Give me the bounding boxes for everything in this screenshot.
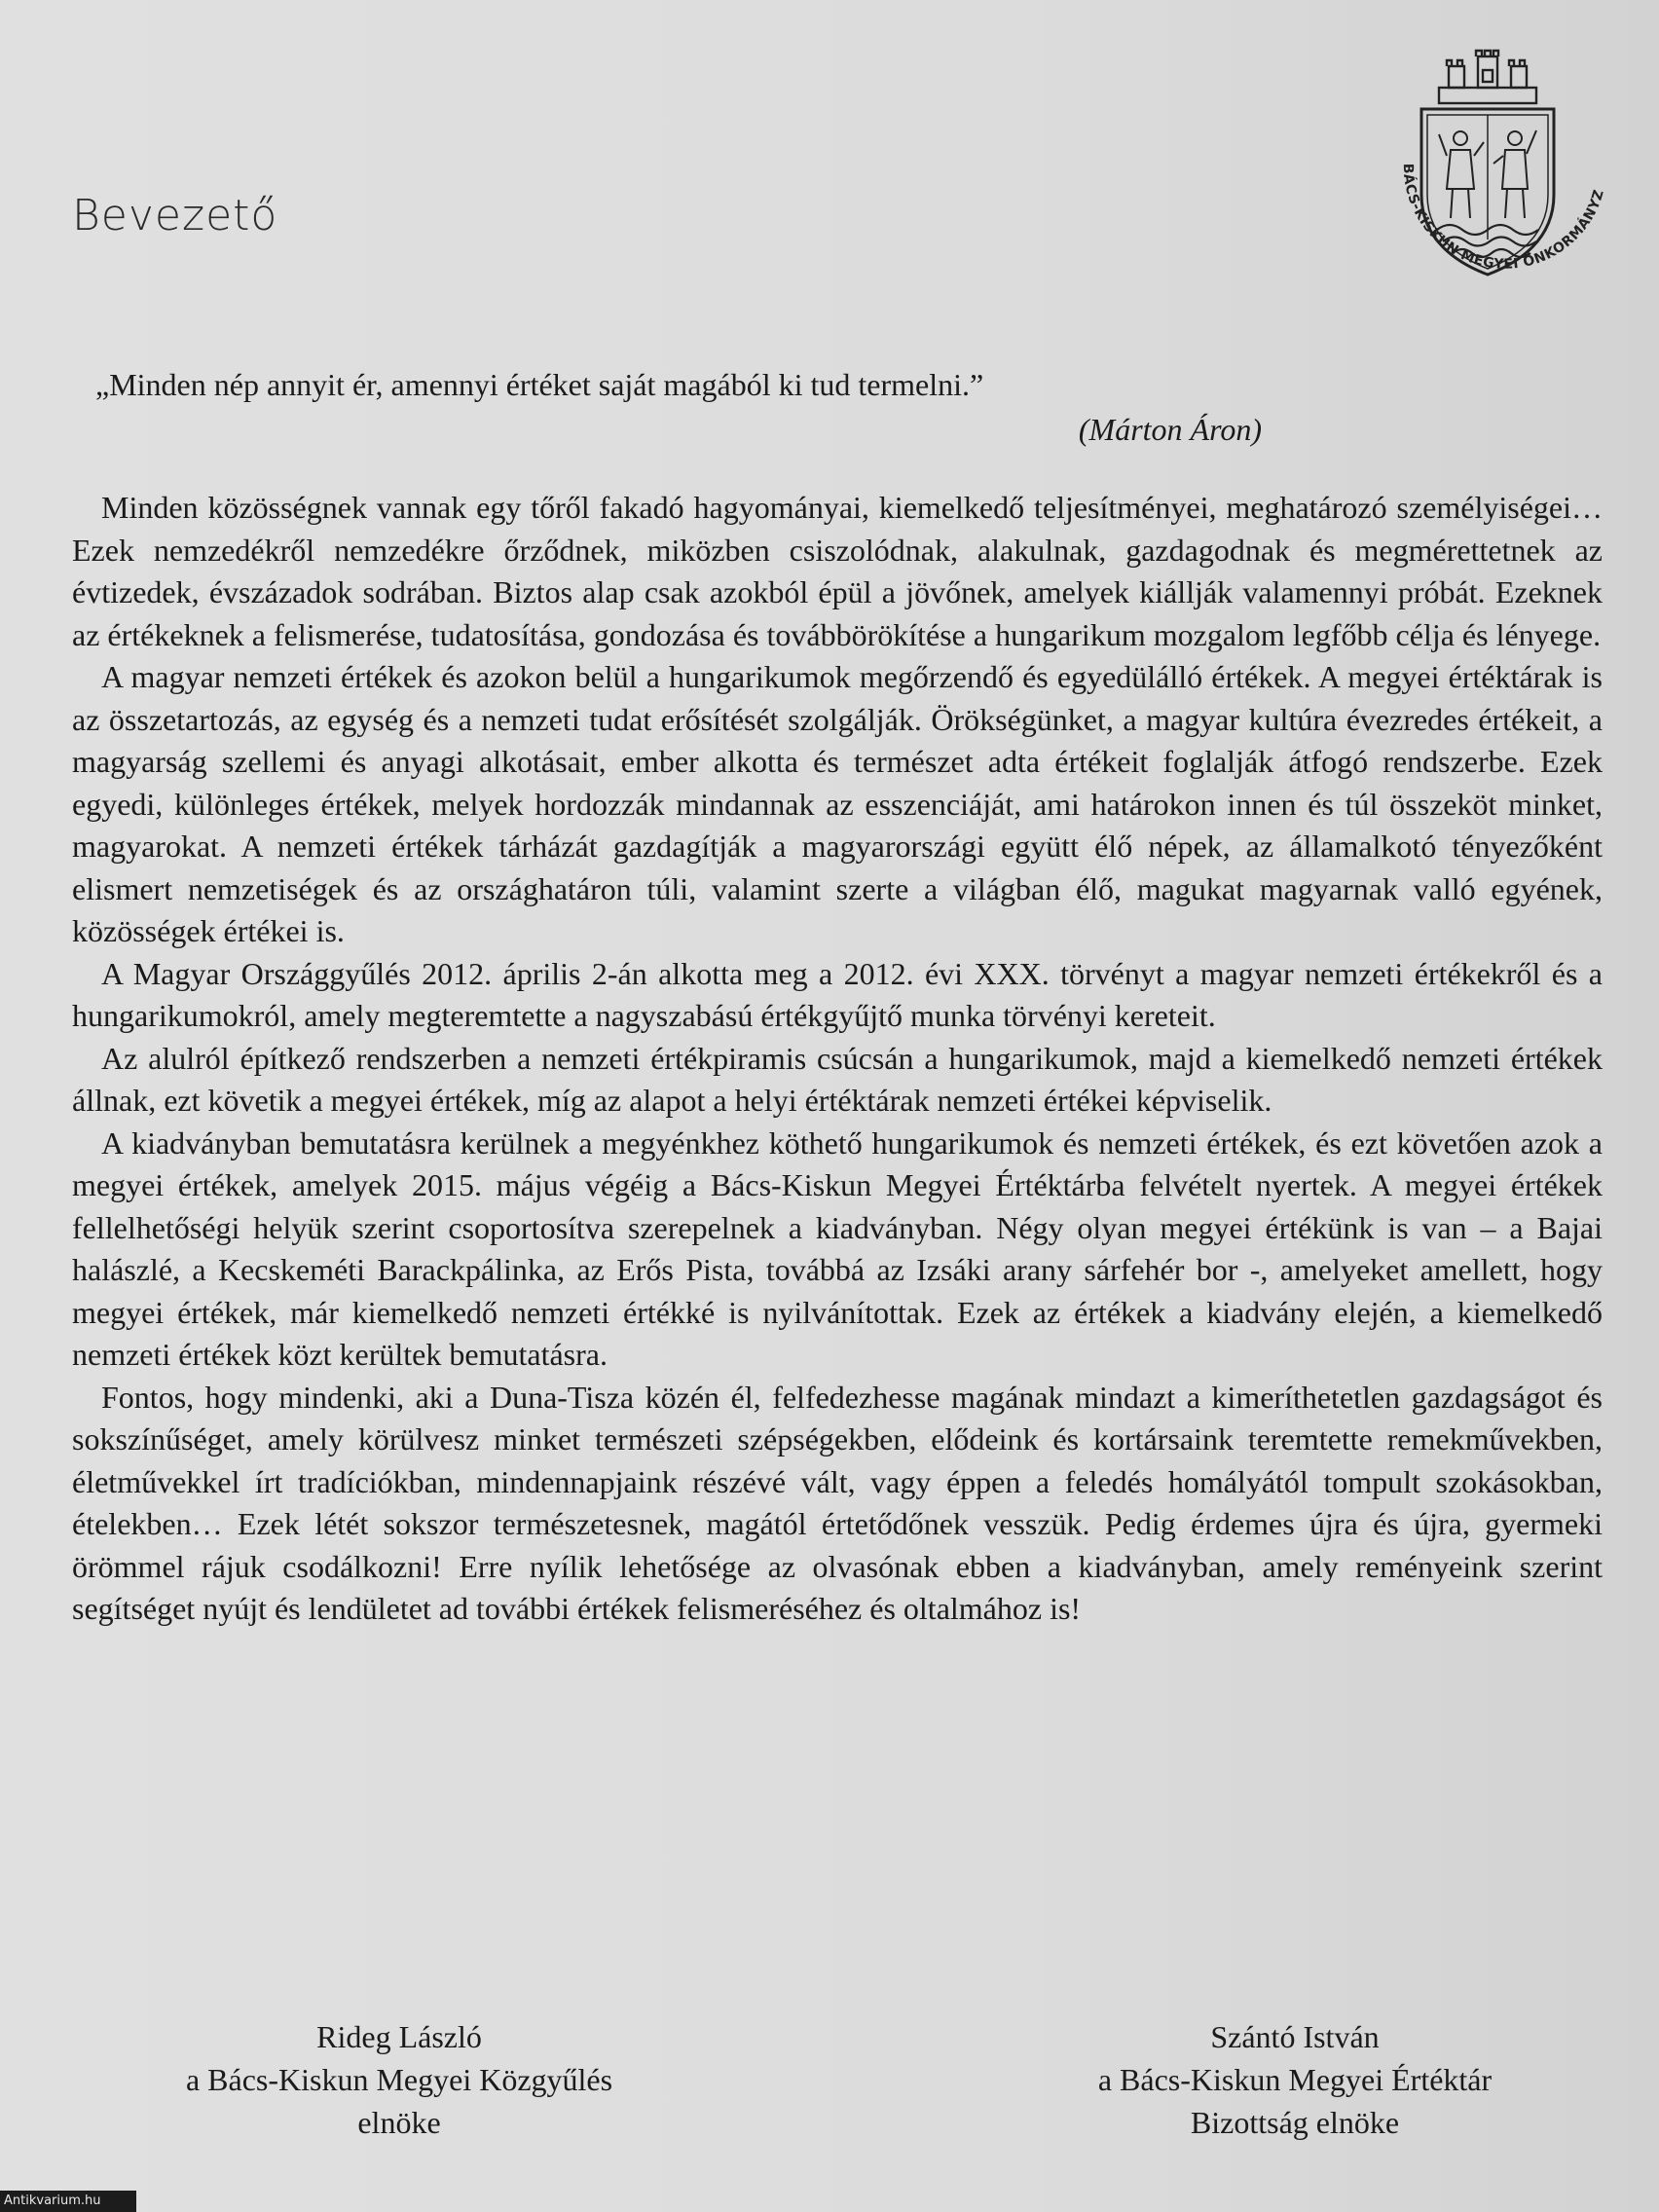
body-text <box>72 487 1603 1631</box>
motto-author: (Márton Áron) <box>1078 412 1262 447</box>
signature-right <box>1032 2015 1558 2144</box>
paragraph: Minden közösségnek vannak egy tőről fakadó hagyományai, kiemelkedő teljesítményei, meghatározó személyiségei… Ezek nemzedékről nemzedékre őrződnek, miközben csiszolódnak, alakulnak, gazdagodnak és megmérettetnek az évtizedek, évszázadok sodrában. Biztos alap csak azokból épül a jövőnek, amelyek kiállják valamennyi próbát. Ezeknek az értékeknek a felismerése, tudatosítása, gondozása és továbbörökítése a hungarikum mozgalom legfőbb célja és lényege. <box>72 490 1603 652</box>
signature-role: elnöke <box>357 2105 441 2140</box>
county-crest-logo <box>1382 49 1608 304</box>
signature-title: a Bács-Kiskun Megyei Értéktár <box>1097 2062 1493 2097</box>
motto-quote: „Minden nép annyit ér, amennyi értéket saját magából ki tud termelni.” <box>95 367 984 402</box>
page-title: Bevezető <box>72 191 278 240</box>
signature-left <box>136 2015 662 2144</box>
paragraph: A kiadványban bemutatásra kerülnek a megyénkhez köthető hungarikumok és nemzeti értékek, és ezt követően azok a megyei értékek, amelyek 2015. május végéig a Bács-Kiskun Megyei Értéktárba felvételt nyertek. A megyei értékek fellelhetőségi helyük szerint csoportosítva szerepelnek a kiadványban. Négy olyan megyei értékünk is van – a Bajai halászlé, a Kecskeméti Barackpálinka, az Erős Pista, továbbá az Izsáki arany sárfehér bor -, amelyeket amellett, hogy megyei értékek, már kiemelkedő nemzeti értékké is nyilvánítottak. Ezek az értékek a kiadvány elején, a kiemelkedő nemzeti értékek közt kerültek bemutatásra. <box>72 1124 1603 1372</box>
motto-block <box>95 362 1273 452</box>
paragraph: Fontos, hogy mindenki, aki a Duna-Tisza közén él, felfedezhesse magának mindazt a kimeríthetetlen gazdagságot és sokszínűséget, amely körülvesz minket természeti szépségekben, elődeink és kortársaink teremtette remekművekben, életművekkel írt tradíciókban, mindennapjaink részévé vált, vagy éppen a feledés homályától tompult szokásokban, ételekben… Ezek létét sokszor természetesnek, magától értetődőnek vesszük. Pedig érdemes újra és újra, gyermeki örömmel rájuk csodálkozni! Erre nyílik lehetősége az olvasónak ebben a kiadványban, amely reményeink szerint segítséget nyújt és lendületet ad további értékek felismeréséhez és oltalmához is! <box>72 1379 1603 1626</box>
signature-role: Bizottság elnöke <box>1190 2105 1400 2140</box>
signature-name: Rideg László <box>316 2019 482 2054</box>
signature-name: Szántó István <box>1210 2019 1380 2054</box>
signature-title: a Bács-Kiskun Megyei Közgyűlés <box>185 2062 613 2097</box>
watermark: Antikvarium.hu <box>0 2191 136 2212</box>
paragraph: A magyar nemzeti értékek és azokon belül a hungarikumok megőrzendő és egyedülálló értékek. A megyei értéktárak is az összetartozás, az egység és a nemzeti tudat erősítését szolgálják. Örökségünket, a magyar kultúra évezredes értékeit, a magyarság szellemi és anyagi alkotásait, ember alkotta és természet adta értékeit foglalják átfogó rendszerbe. Ezek egyedi, különleges értékek, melyek hordozzák mindannak az esszenciáját, ami határokon innen és túl összeköt minket, magyarokat. A nemzeti értékek tárházát gazdagítják a magyarországi együtt élő népek, az államalkotó tényezőként elismert nemzetiségek és az országhatáron túli, valamint szerte a világban élő, magukat magyarnak valló egyének, közösségek értékei is. <box>72 659 1603 948</box>
paragraph: Az alulról építkező rendszerben a nemzeti értékpiramis csúcsán a hungarikumok, majd a kiemelkedő nemzeti értékek állnak, ezt követik a megyei értékek, míg az alapot a helyi értéktárak nemzeti értékei képviselik. <box>72 1040 1603 1118</box>
crest-text: BÁCS-KISKUN MEGYEI ÖNKORMÁNYZ <box>1399 163 1607 273</box>
paragraph: A Magyar Országgyűlés 2012. április 2-án alkotta meg a 2012. évi XXX. törvényt a magyar nemzeti értékekről és a hungarikumokról, amely megteremtette a nagyszabású értékgyűjtő munka törvényi kereteit. <box>72 955 1603 1033</box>
